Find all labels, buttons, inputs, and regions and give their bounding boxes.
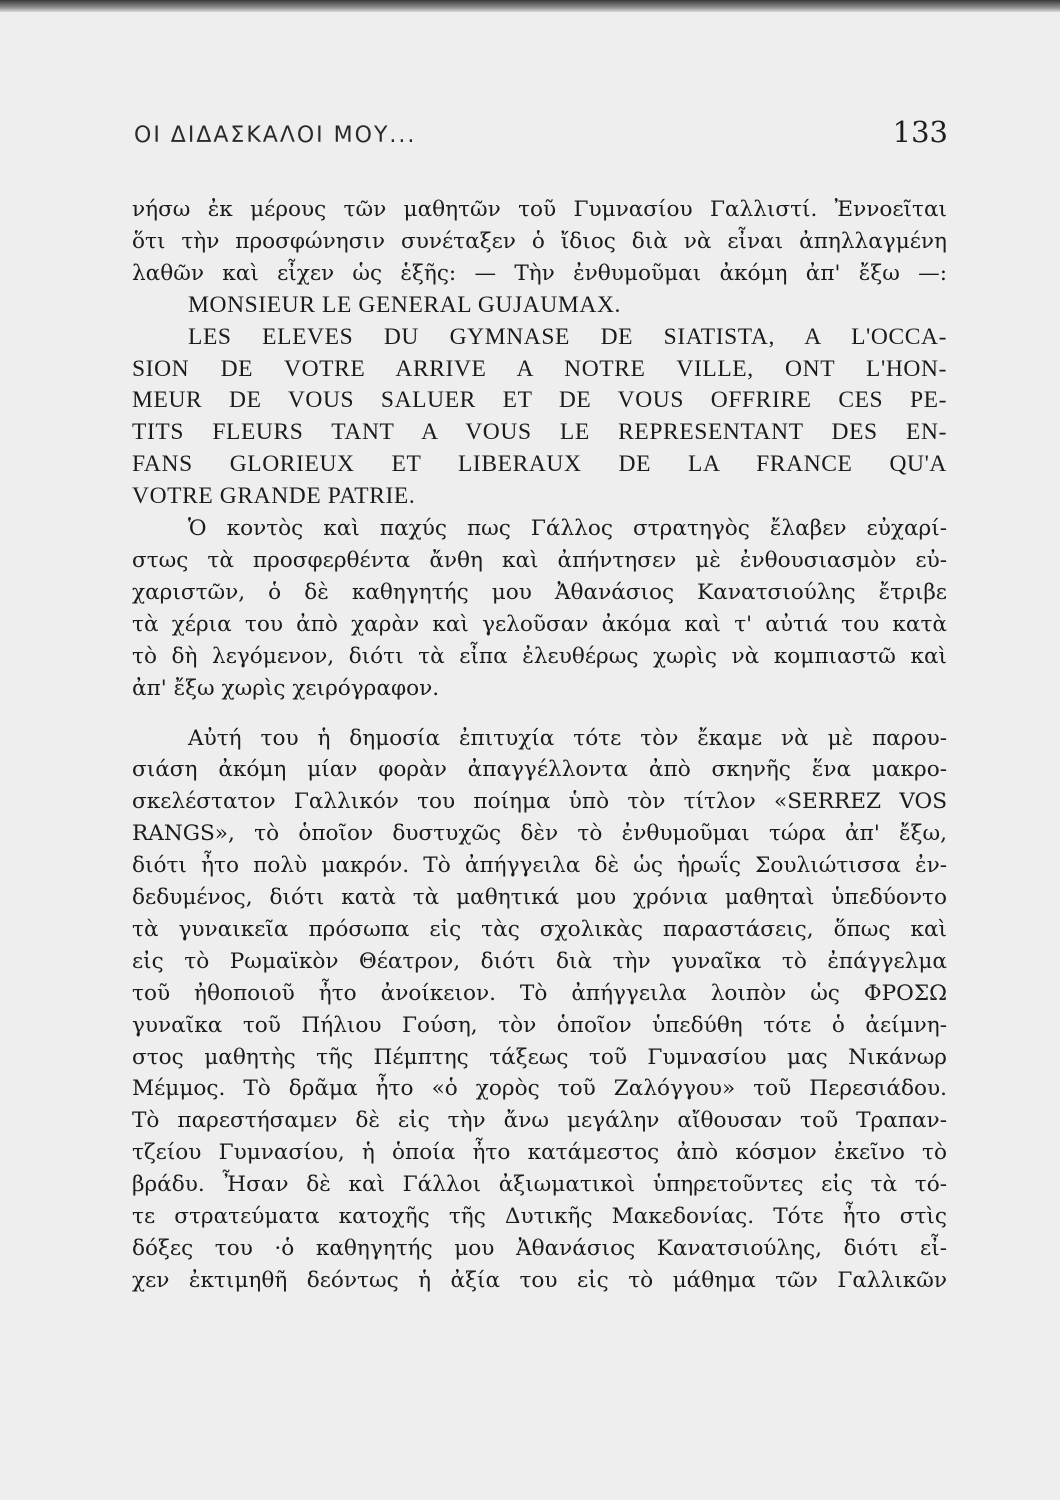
- text-line: RANGS», τὸ ὁποῖον δυστυχῶς δὲν τὸ ἐνθυμοῦμαι τώρα ἀπ' ἔξω,: [132, 821, 947, 847]
- page-header: [134, 115, 948, 149]
- speech-line: SION DE VOTRE ARRIVE A NOTRE VILLE, ONT L'HON-: [132, 355, 947, 382]
- text-line: λαθῶν καὶ εἶχεν ὡς ἑξῆς: — Τὴν ἐνθυμοῦμαι ἀκόμη ἀπ' ἔξω —:: [132, 260, 947, 286]
- running-title: ΟΙ ΔΙΔΑΣΚΑΛΟΙ ΜΟΥ...: [134, 123, 417, 148]
- text-line: νήσω ἐκ μέρους τῶν μαθητῶν τοῦ Γυμνασίου Γαλλιστί. Ἐννοεῖται: [132, 197, 947, 222]
- paragraph-first-line: Αὐτή του ἡ δημοσία ἐπιτυχία τότε τὸν ἔκαμε νὰ μὲ παρου-: [188, 725, 947, 751]
- text-line: βράδυ. Ἦσαν δὲ καὶ Γάλλοι ἀξιωματικοὶ ὑπηρετοῦντες εἰς τὰ τό-: [132, 1172, 947, 1198]
- text-line: τὸ δὴ λεγόμενον, διότι τὰ εἶπα ἐλευθέρως χωρὶς νὰ κομπιαστῶ καὶ: [132, 643, 947, 669]
- page-number: 133: [892, 115, 948, 149]
- text-line: γυναῖκα τοῦ Πήλιου Γούση, τὸν ὁποῖον ὑπεδύθη τότε ὁ ἀείμνη-: [132, 1012, 947, 1038]
- speech-line: TITS FLEURS TANT A VOUS LE REPRESENTANT DES EN-: [132, 419, 947, 446]
- body-text: [132, 194, 947, 1297]
- text-line: διότι ἦτο πολὺ μακρόν. Τὸ ἀπήγγειλα δὲ ὡς ἡρωΐς Σουλιώτισσα ἐν-: [132, 853, 947, 879]
- text-line: Τὸ παρεστήσαμεν δὲ εἰς τὴν ἄνω μεγάλην αἴθουσαν τοῦ Τραπαν-: [132, 1108, 947, 1134]
- text-line: τζείου Γυμνασίου, ἡ ὁποία ἦτο κατάμεστος ἀπὸ κόσμον ἐκεῖνο τὸ: [132, 1140, 947, 1166]
- text-line: δόξες του ·ὁ καθηγητής μου Ἀθανάσιος Κανατσιούλης, διότι εἶ-: [132, 1236, 947, 1261]
- scan-top-edge: [0, 0, 1060, 12]
- text-line: ὅτι τὴν προσφώνησιν συνέταξεν ὁ ἴδιος διὰ νὰ εἶναι ἀπηλλαγμένη: [132, 228, 947, 254]
- text-line: χεν ἐκτιμηθῆ δεόντως ἡ ἀξία του εἰς τὸ μάθημα τῶν Γαλλικῶν: [132, 1267, 947, 1293]
- paragraph-first-line: Ὁ κοντὸς καὶ παχύς πως Γάλλος στρατηγὸς ἔλαβεν εὐχαρί-: [188, 516, 947, 542]
- text-line: σκελέστατον Γαλλικόν του ποίημα ὑπὸ τὸν τίτλον «SERREZ VOS: [132, 789, 947, 815]
- text-line: χαριστῶν, ὁ δὲ καθηγητής μου Ἀθανάσιος Κανατσιούλης ἔτριβε: [132, 579, 947, 605]
- text-line: στως τὰ προσφερθέντα ἄνθη καὶ ἀπήντησεν μὲ ἐνθουσιασμὸν εὐ-: [132, 547, 947, 573]
- speech-salutation: MONSIEUR LE GENERAL GUJAUMAX.: [188, 291, 621, 318]
- text-line: τὰ χέρια του ἀπὸ χαρὰν καὶ γελοῦσαν ἀκόμα καὶ τ' αὐτιά του κατὰ: [132, 611, 947, 637]
- paragraph-gap: [132, 705, 947, 723]
- text-line: στος μαθητὴς τῆς Πέμπτης τάξεως τοῦ Γυμνασίου μας Νικάνωρ: [132, 1044, 947, 1070]
- text-line: εἰς τὸ Ρωμαϊκὸν Θέατρον, διότι διὰ τὴν γυναῖκα τὸ ἐπάγγελμα: [132, 948, 947, 974]
- text-line: δεδυμένος, διότι κατὰ τὰ μαθητικά μου χρόνια μαθηταὶ ὑπεδύοντο: [132, 885, 947, 911]
- book-page: [0, 12, 1060, 1500]
- text-line: τε στρατεύματα κατοχῆς τῆς Δυτικῆς Μακεδονίας. Τότε ἦτο στὶς: [132, 1204, 947, 1230]
- text-line: τοῦ ἠθοποιοῦ ἦτο ἀνοίκειον. Τὸ ἀπήγγειλα λοιπὸν ὡς ΦΡΟΣΩ: [132, 980, 947, 1006]
- text-line: σιάση ἀκόμη μίαν φορὰν ἀπαγγέλλοντα ἀπὸ σκηνῆς ἕνα μακρο-: [132, 757, 947, 783]
- text-line: Μέμμος. Τὸ δρᾶμα ἦτο «ὁ χορὸς τοῦ Ζαλόγγου» τοῦ Περεσιάδου.: [132, 1076, 947, 1102]
- speech-line: LES ELEVES DU GYMNASE DE SIATISTA, A L'OCCA-: [188, 323, 947, 350]
- text-line: τὰ γυναικεῖα πρόσωπα εἰς τὰς σχολικὰς παραστάσεις, ὅπως καὶ: [132, 916, 947, 942]
- text-line: ἀπ' ἔξω χωρὶς χειρόγραφον.: [132, 675, 440, 701]
- speech-line: MEUR DE VOUS SALUER ET DE VOUS OFFRIRE CES PE-: [132, 387, 947, 414]
- speech-line: FANS GLORIEUX ET LIBERAUX DE LA FRANCE QU'A: [132, 451, 947, 478]
- speech-line: VOTRE GRANDE PATRIE.: [132, 483, 416, 510]
